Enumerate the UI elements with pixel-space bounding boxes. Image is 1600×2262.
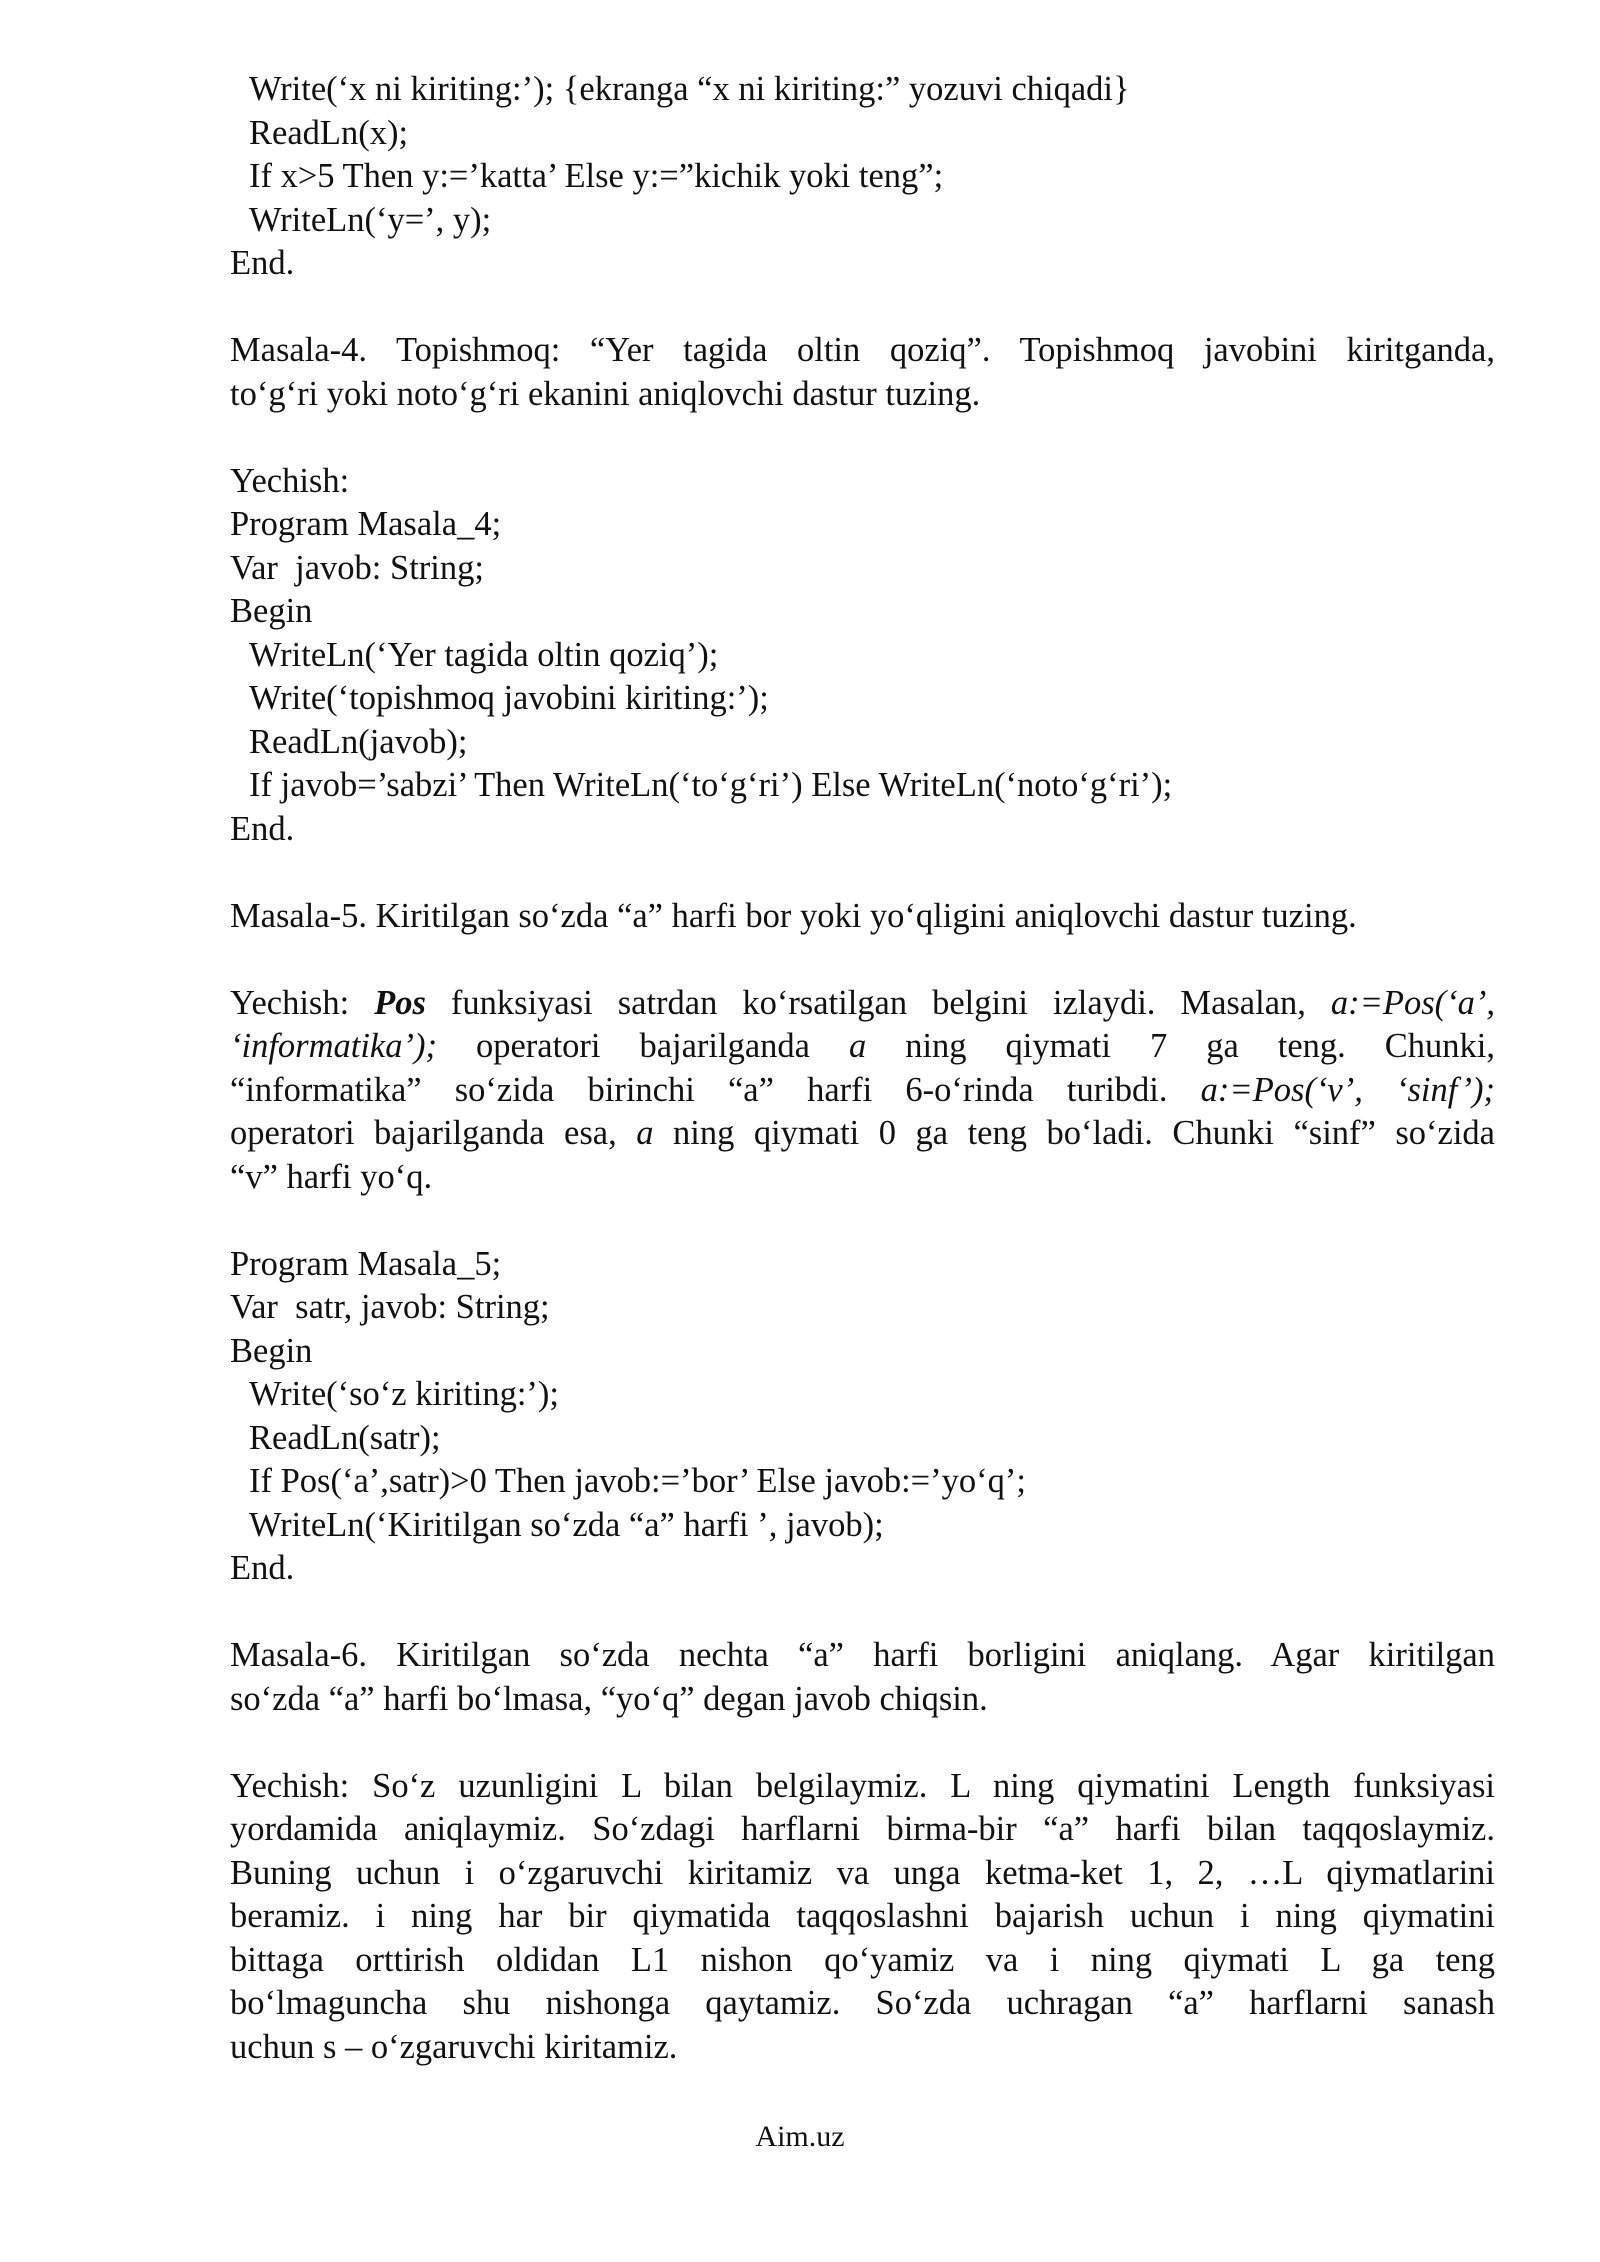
problem-6-statement: so‘zda “a” harfi bo‘lmasa, “yo‘q” degan javob chiqsin.: [230, 1679, 988, 1718]
code-line: WriteLn(‘y=’, y);: [249, 200, 492, 239]
solution-paragraph-line: beramiz. i ning har bir qiymatida taqqoslashni bajarish uchun i ning qiymatini: [230, 1897, 1495, 1935]
blank-line: [230, 851, 1495, 895]
text-run: ning qiymati 7 ga teng. Chunki,: [866, 1027, 1495, 1065]
code-line: End.: [230, 244, 295, 282]
code-line: Write(‘x ni kiriting:’); {ekranga “x ni kiriting:” yozuvi chiqadi}: [249, 70, 1130, 108]
code-line: Begin: [230, 592, 313, 630]
solution-label: Yechish:: [230, 461, 350, 500]
text-run: ning qiymati 0 ga teng bo‘ladi. Chunki “sinf” so‘zida: [653, 1114, 1495, 1152]
code-example: ‘informatika’);: [230, 1027, 437, 1065]
code-example: a:=Pos(‘a’,: [1330, 983, 1495, 1022]
solution-paragraph-line: yordamida aniqlaymiz. So‘zdagi harflarni birma-bir “a” harfi bilan taqqoslaymiz.: [230, 1810, 1495, 1848]
solution-paragraph-line: Yechish: So‘z uzunligini L bilan belgilaymiz. L ning qiymatini Length funksiyasi: [230, 1766, 1495, 1805]
blank-line: [230, 938, 1495, 982]
code-line: WriteLn(‘Yer tagida oltin qoziq’);: [249, 635, 719, 674]
code-line: Program Masala_4;: [230, 505, 502, 543]
code-line: Begin: [230, 1331, 313, 1370]
code-line: Write(‘so‘z kiriting:’);: [249, 1375, 559, 1413]
problem-6-statement: Masala-6. Kiritilgan so‘zda nechta “a” harfi borligini aniqlang. Agar kiritilgan: [230, 1636, 1495, 1674]
variable-name: a: [848, 1027, 867, 1065]
code-line: ReadLn(x);: [249, 113, 409, 152]
problem-4-statement: Masala-4. Topishmoq: “Yer tagida oltin qoziq”. Topishmoq javobini kiritganda,: [230, 331, 1495, 369]
code-line: End.: [230, 1549, 295, 1587]
code-example: a:=Pos(‘v’, ‘sinf’);: [1200, 1070, 1495, 1109]
problem-4-statement: to‘g‘ri yoki noto‘g‘ri ekanini aniqlovchi dastur tuzing.: [230, 374, 981, 413]
text-run: operatori bajarilganda: [436, 1027, 849, 1065]
code-line: If x>5 Then y:=’katta’ Else y:=”kichik yoki teng”;: [249, 157, 944, 195]
code-line: If javob=’sabzi’ Then WriteLn(‘to‘g‘ri’) Else WriteLn(‘noto‘g‘ri’);: [249, 766, 1173, 804]
code-line: Write(‘topishmoq javobini kiriting:’);: [249, 679, 769, 717]
page-footer: Aim.uz: [755, 2120, 845, 2153]
solution-paragraph-line: [230, 1112, 1495, 1156]
solution-paragraph-line: uchun s – o‘zgaruvchi kiritamiz.: [230, 2027, 678, 2066]
code-line: Program Masala_5;: [230, 1244, 502, 1283]
code-line: Var satr, javob: String;: [230, 1288, 550, 1326]
solution-paragraph-line: “v” harfi yo‘q.: [230, 1157, 433, 1196]
code-line: If Pos(‘a’,satr)>0 Then javob:=’bor’ Else javob:=’yo‘q’;: [249, 1462, 1026, 1500]
blank-line: [230, 286, 1495, 330]
solution-paragraph-line: Buning uchun i o‘zgaruvchi kiritamiz va unga ketma-ket 1, 2, …L qiymatlarini: [230, 1853, 1495, 1892]
blank-line: [230, 416, 1495, 460]
solution-paragraph-line: bo‘lmaguncha shu nishonga qaytamiz. So‘zda uchragan “a” harflarni sanash: [230, 1984, 1495, 2022]
solution-paragraph-line: [230, 982, 1495, 1026]
blank-line: [230, 1721, 1495, 1765]
code-line: WriteLn(‘Kiritilgan so‘zda “a” harfi ’, javob);: [249, 1505, 884, 1544]
solution-label: Yechish:: [230, 983, 375, 1022]
solution-paragraph-line: [230, 1069, 1495, 1113]
problem-5-statement: Masala-5. Kiritilgan so‘zda “a” harfi bor yoki yo‘qligini aniqlovchi dastur tuzing.: [230, 896, 1357, 935]
pos-keyword: Pos: [374, 983, 426, 1022]
text-run: operatori bajarilganda esa,: [230, 1114, 637, 1152]
blank-line: [230, 1591, 1495, 1635]
text-run: funksiyasi satrdan ko‘rsatilgan belgini izlaydi. Masalan,: [425, 983, 1331, 1022]
blank-line: [230, 1199, 1495, 1243]
code-line: ReadLn(satr);: [249, 1418, 441, 1457]
text-run: “informatika” so‘zida birinchi “a” harfi 6-o‘rinda turibdi.: [230, 1070, 1201, 1109]
code-line: End.: [230, 809, 295, 848]
solution-paragraph-line: [230, 1025, 1495, 1069]
code-line: ReadLn(javob);: [249, 722, 468, 761]
variable-name: a: [636, 1114, 654, 1152]
code-line: Var javob: String;: [230, 548, 484, 587]
solution-paragraph-line: bittaga orttirish oldidan L1 nishon qo‘yamiz va i ning qiymati L ga teng: [230, 1940, 1495, 1979]
